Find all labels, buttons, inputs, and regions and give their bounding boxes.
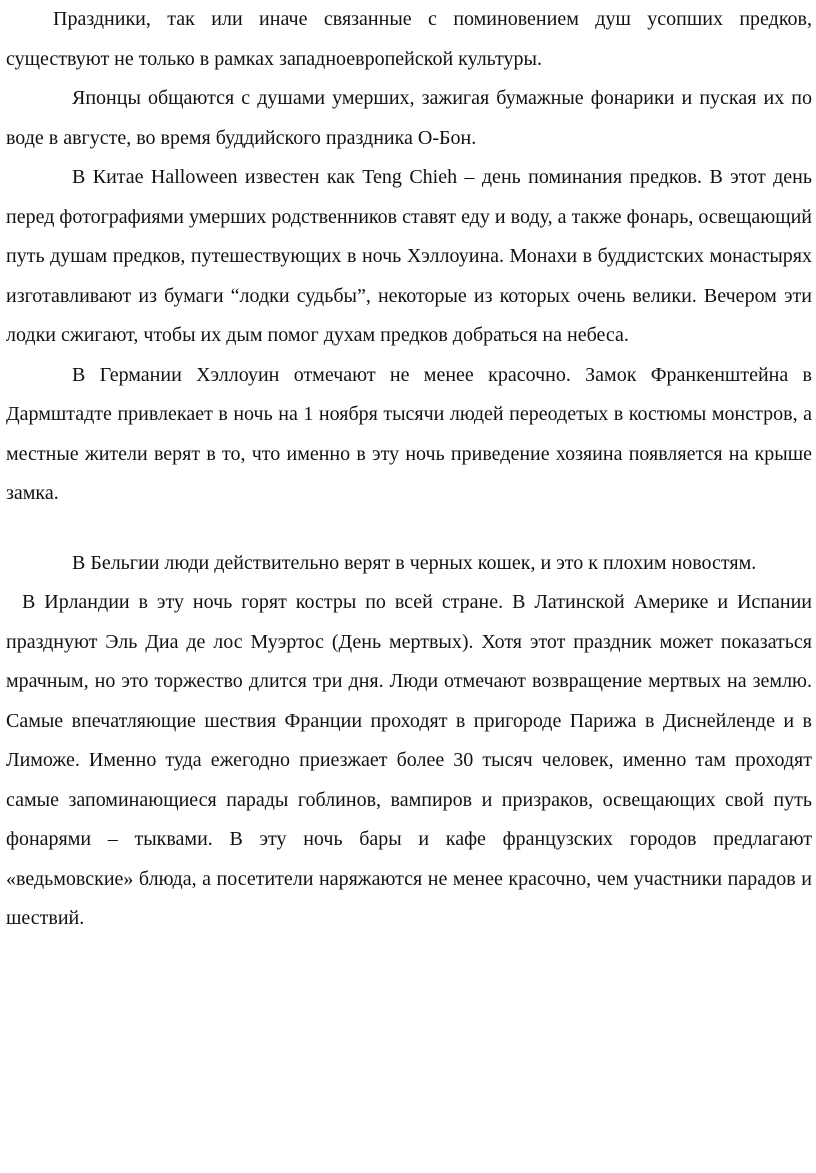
paragraph-japan: Японцы общаются с душами умерших, зажигая бумажные фонарики и пуская их по воде в августе, во время буддийского праздника О-Бон. xyxy=(6,87,812,149)
paragraph-belgium: В Бельгии люди действительно верят в черных кошек, и это к плохим новостям. xyxy=(72,551,757,574)
paragraph-china: В Китае Halloween известен как Teng Chieh – день поминания предков. В этот день перед фотографиями умерших родственников ставят еду и воду, а также фонарь, освещающий путь душам предков, путешествующих в ночь Хэллоуина. Монахи в буддистских монастырях изготавливают из бумаги “лодки судьбы”, некоторые из которых очень велики. Вечером эти лодки сжигают, чтобы их дым помог духам предков добраться на небеса. xyxy=(6,166,812,346)
paragraph-germany: В Германии Хэллоуин отмечают не менее красочно. Замок Франкенштейна в Дармштадте привлекает в ночь на 1 ноября тысячи людей переодетых в костюмы монстров, а местные жители верят в то, что именно в эту ночь приведение хозяина появляется на крыше замка. xyxy=(6,363,812,504)
paragraph-ancestors: Праздники, так или иначе связанные с поминовением душ усопших предков, существуют не только в рамках западноевропейской культуры. xyxy=(6,8,812,70)
paragraph-ireland-latin-america-france: В Ирландии в эту ночь горят костры по всей стране. В Латинской Америке и Испании празднуют Эль Диа де лос Муэртос (День мертвых). Хотя этот праздник может показаться мрачным, но это торжество длится три дня. Люди отмечают возвращение мертвых на землю. Самые впечатляющие шествия Франции проходят в пригороде Парижа в Диснейленде и в Лиможе. Именно туда ежегодно приезжает более 30 тысяч человек, именно там проходят самые запоминающиеся парады гоблинов, вампиров и призраков, освещающих свой путь фонарями – тыквами. В эту ночь бары и кафе французских городов предлагают «ведьмовские» блюда, а посетители наряжаются не менее красочно, чем участники парадов и шествий. xyxy=(6,591,812,929)
document-body xyxy=(6,0,812,939)
